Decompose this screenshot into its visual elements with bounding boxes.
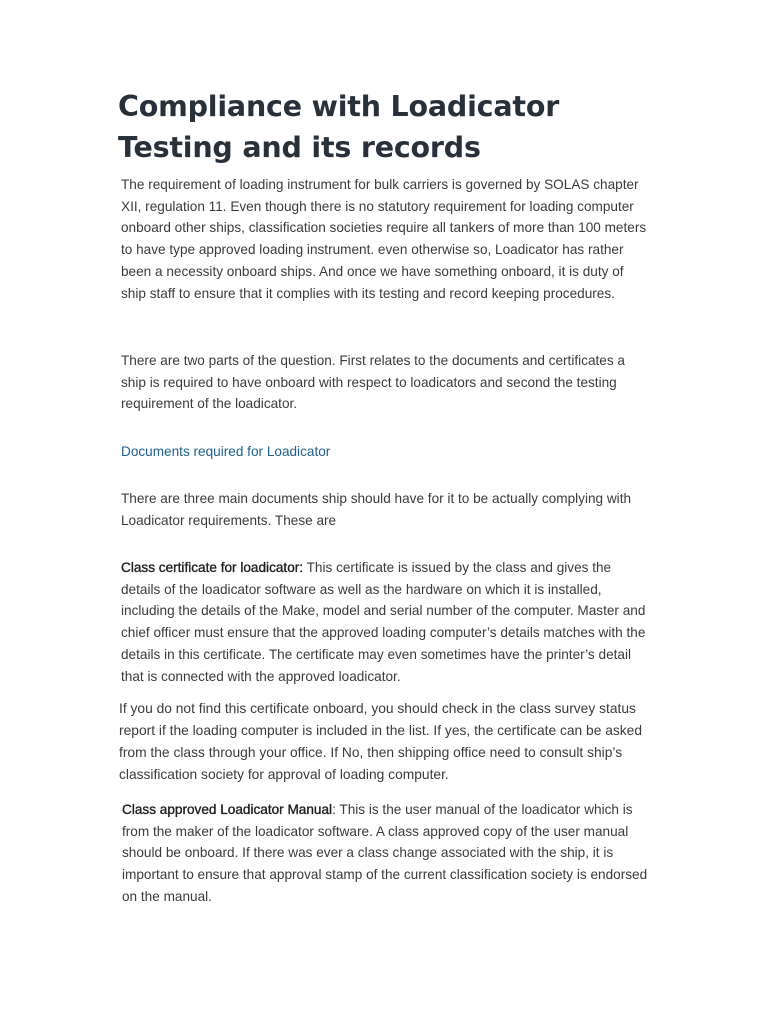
manual-label: Class approved Loadicator Manual bbox=[122, 802, 333, 817]
class-certificate-paragraph bbox=[121, 557, 651, 687]
manual-text: : This is the user manual of the loadicator which is from the maker of the loadicator software. A class approved copy of the user manual should be onboard. If there was ever a class change associated with the ship, it is important to ensure that approval stamp of the current classification society is endorsed on the manual. bbox=[122, 802, 648, 904]
article-title: Compliance with Loadicator Testing and its records bbox=[118, 90, 560, 164]
manual-paragraph bbox=[122, 799, 652, 908]
question-parts-paragraph: There are two parts of the question. First relates to the documents and certificates a ship is required to have onboard with respect to loadicators and second the testing requirement of the loadicator. bbox=[121, 353, 625, 412]
class-certificate-text: This certificate is issued by the class and gives the details of the loadicator software as well as the hardware on which it is installed, including the details of the Make, model and serial number of the computer. Master and chief officer must ensure that the approved loading computer’s details matches with the details in this certificate. The certificate may even sometimes have the printer’s detail that is connected with the approved loadicator. bbox=[121, 560, 646, 684]
intro-paragraph: The requirement of loading instrument for bulk carriers is governed by SOLAS chapter XII, regulation 11. Even though there is no statutory requirement for loading computer onboard other ships, classification societies require all tankers of more than 100 meters to have type approved loading instrument. even otherwise so, Loadicator has rather been a necessity onboard ships. And once we have something onboard, it is duty of ship staff to ensure that it complies with its testing and record keeping procedures. bbox=[121, 177, 647, 301]
section-heading-documents: Documents required for Loadicator bbox=[121, 444, 331, 459]
class-certificate-label: Class certificate for loadicator: bbox=[121, 560, 304, 575]
documents-intro-paragraph: There are three main documents ship should have for it to be actually complying with Loadicator requirements. These are bbox=[121, 491, 632, 528]
certificate-missing-paragraph: If you do not find this certificate onboard, you should check in the class survey status report if the loading computer is included in the list. If yes, the certificate can be asked from the class through your office. If No, then shipping office need to consult ship’s classification society for approval of loading computer. bbox=[119, 701, 643, 782]
